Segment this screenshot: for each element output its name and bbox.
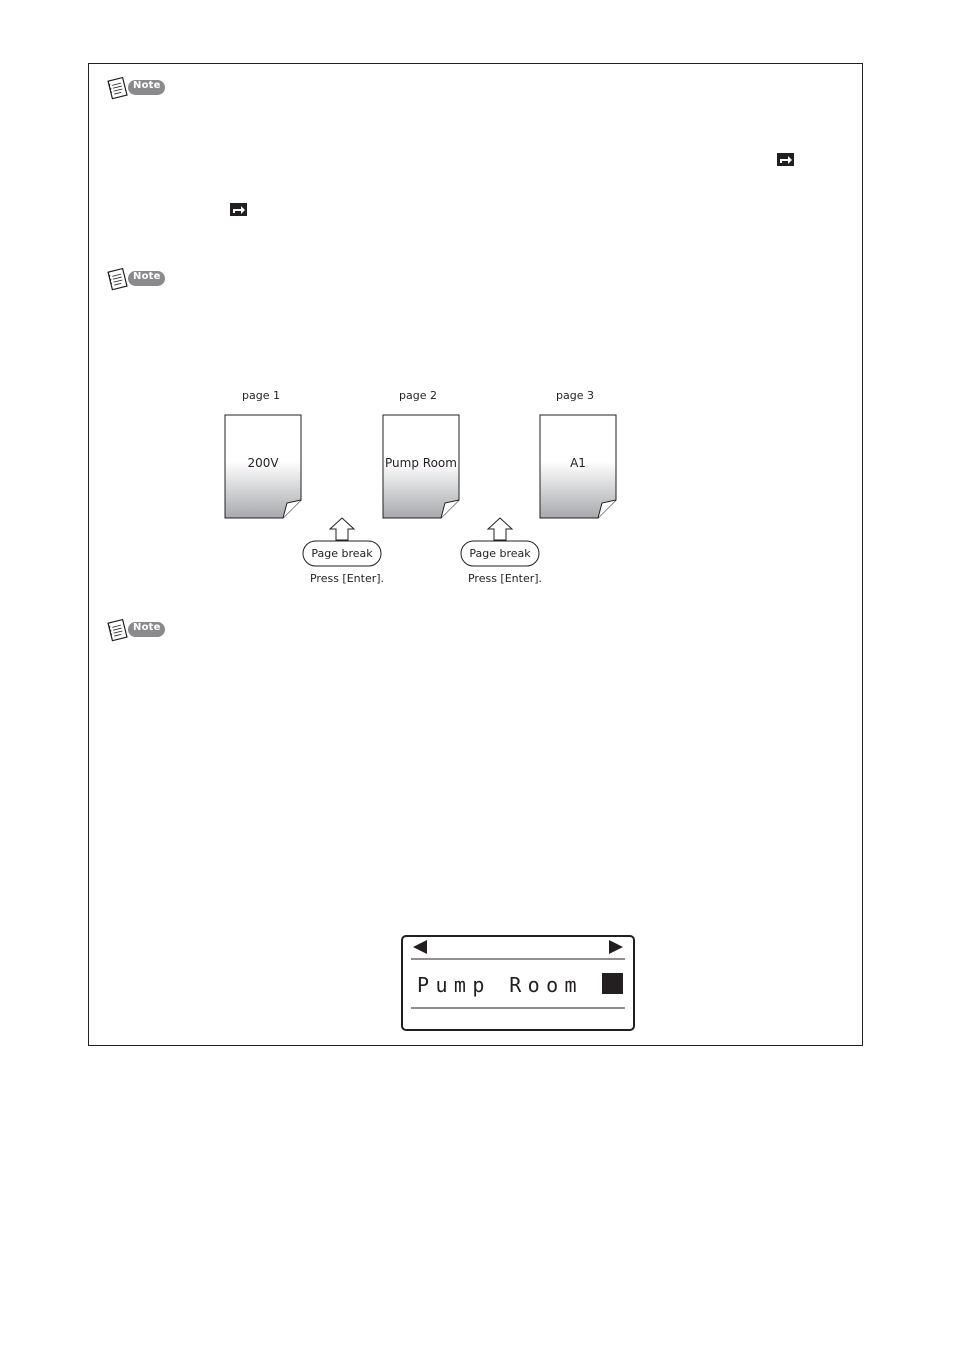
press-enter-label-1: Press [Enter]. [309, 572, 385, 585]
lcd-display [401, 935, 635, 1031]
note-label: Note [133, 271, 161, 282]
page-text-2: Pump Room [385, 456, 457, 470]
up-arrow-icon [488, 518, 512, 540]
cursor-block-icon [602, 973, 623, 994]
page-label-3: page 3 [556, 389, 594, 402]
left-arrow-icon [413, 940, 427, 954]
right-arrow-icon [609, 940, 623, 954]
note-badge-3 [106, 618, 166, 642]
page-break-label-1: Page break [311, 547, 373, 560]
up-arrow-icon [330, 518, 354, 540]
page-text-1: 200V [247, 456, 279, 470]
lcd-text: Pump Room [417, 973, 583, 997]
press-enter-label-2: Press [Enter]. [467, 572, 543, 585]
page-label-1: page 1 [242, 389, 280, 402]
note-label: Note [133, 80, 161, 91]
note-label: Note [133, 622, 161, 633]
page-label-2: page 2 [399, 389, 437, 402]
page-text-3: A1 [570, 456, 586, 470]
page-break-label-2: Page break [469, 547, 531, 560]
page-break-diagram [0, 0, 954, 620]
